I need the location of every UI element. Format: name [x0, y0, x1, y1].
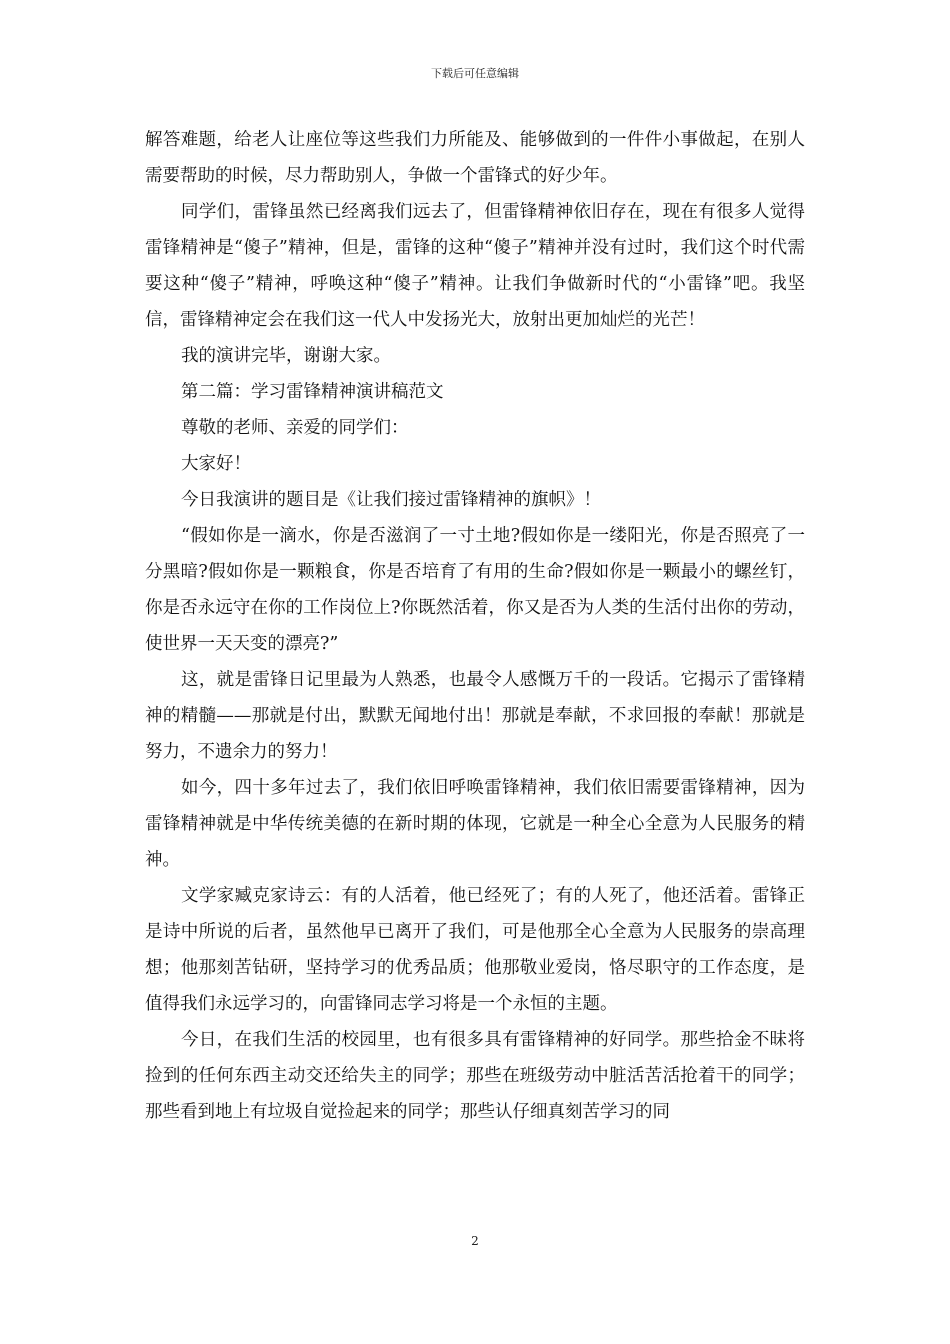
page-header: 下载后可任意编辑 — [431, 67, 519, 80]
paragraph-poet: 文学家臧克家诗云：有的人活着，他已经死了；有的人死了，他还活着。雷锋正是诗中所说的后者，虽然他早已离开了我们，可是他那全心全意为人民服务的崇高理想；他那刻苦钻研，坚持学习的优秀品质；他那敬业爱岗，恪尽职守的工作态度，是值得我们永远学习的，向雷锋同志学习将是一个永恒的主题。 — [145, 886, 805, 1014]
paragraph-closing: 我的演讲完毕，谢谢大家。 — [181, 346, 391, 366]
section-heading: 第二篇：学习雷锋精神演讲稿范文 — [181, 382, 444, 402]
document-body — [145, 122, 805, 1130]
paragraph-lei-feng-spirit: 同学们，雷锋虽然已经离我们远去了，但雷锋精神依旧存在，现在有很多人觉得雷锋精神是“傻子”精神，但是，雷锋的这种“傻子”精神并没有过时，我们这个时代需要这种“傻子”精神，呼唤这种“傻子”精神。让我们争做新时代的“小雷锋”吧。我坚信，雷锋精神定会在我们这一代人中发扬光大，放射出更加灿烂的光芒！ — [145, 202, 805, 330]
greeting: 大家好！ — [181, 454, 251, 474]
paragraph-essence: 这，就是雷锋日记里最为人熟悉，也最令人感慨万千的一段话。它揭示了雷锋精神的精髓——那就是付出，默默无闻地付出！那就是奉献，不求回报的奉献！那就是努力，不遗余力的努力！ — [145, 670, 805, 762]
paragraph-quote: “假如你是一滴水，你是否滋润了一寸土地?假如你是一缕阳光，你是否照亮了一分黑暗?假如你是一颗粮食，你是否培育了有用的生命?假如你是一颗最小的螺丝钉，你是否永远守在你的工作岗位上?你既然活着，你又是否为人类的生活付出你的劳动，使世界一天天变的漂亮?” — [145, 526, 805, 654]
page-number: 2 — [471, 1234, 479, 1248]
paragraph-today: 如今，四十多年过去了，我们依旧呼唤雷锋精神，我们依旧需要雷锋精神，因为雷锋精神就是中华传统美德的在新时期的体现，它就是一种全心全意为人民服务的精神。 — [145, 778, 805, 870]
speech-title-line: 今日我演讲的题目是《让我们接过雷锋精神的旗帜》！ — [181, 490, 601, 510]
salutation: 尊敬的老师、亲爱的同学们： — [181, 418, 409, 438]
paragraph-campus: 今日，在我们生活的校园里，也有很多具有雷锋精神的好同学。那些拾金不昧将捡到的任何东西主动交还给失主的同学；那些在班级劳动中脏活苦活抢着干的同学；那些看到地上有垃圾自觉捡起来的同学；那些认仔细真刻苦学习的同 — [145, 1030, 805, 1122]
paragraph-continuation: 解答难题，给老人让座位等这些我们力所能及、能够做到的一件件小事做起，在别人需要帮助的时候，尽力帮助别人，争做一个雷锋式的好少年。 — [145, 130, 805, 186]
